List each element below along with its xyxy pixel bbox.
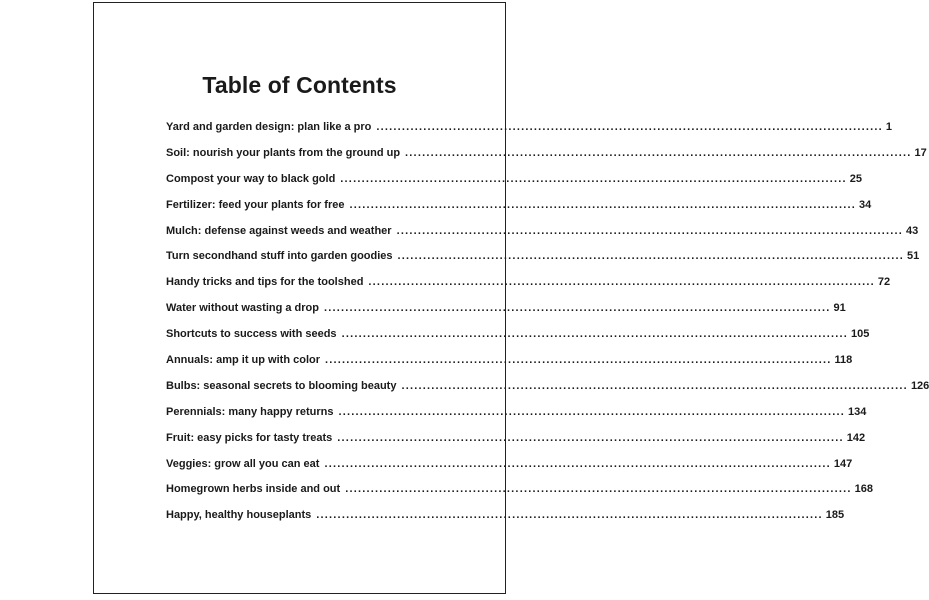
- toc-entry-title: Compost your way to black gold: [166, 172, 336, 185]
- toc-entry-title: Water without wasting a drop: [166, 302, 319, 315]
- toc-dot-leader: .......................................................................................................................: [323, 302, 831, 315]
- toc-entry-page-number: 51: [907, 250, 920, 263]
- toc-dot-leader: .......................................................................................................................: [376, 121, 883, 133]
- toc-entry-title: Turn secondhand stuff into garden goodies: [166, 250, 393, 263]
- page-title: Table of Contents: [202, 72, 397, 98]
- toc-entry-page-number: 168: [854, 483, 874, 496]
- toc-entry-page-number: 105: [851, 328, 870, 341]
- toc-entry-page-number: 17: [914, 146, 927, 159]
- toc-dot-leader: .......................................................................................................................: [340, 172, 847, 185]
- toc-entry: [166, 457, 853, 484]
- toc-entry-title: Handy tricks and tips for the toolshed: [166, 276, 364, 289]
- toc-entry: [166, 483, 874, 509]
- toc-entry-page-number: 185: [825, 509, 845, 522]
- toc-dot-leader: .......................................................................................................................: [401, 379, 908, 392]
- toc-entry: [166, 405, 867, 432]
- toc-entry-title: Homegrown herbs inside and out: [166, 483, 341, 496]
- toc-entry: [166, 276, 891, 302]
- toc-list: [166, 121, 929, 535]
- toc-entry: [166, 224, 919, 251]
- toc-entry-page-number: 91: [833, 302, 846, 315]
- toc-entry-page-number: 25: [849, 172, 863, 185]
- toc-entry: [166, 302, 846, 328]
- toc-entry-title: Annuals: amp it up with color: [166, 354, 320, 367]
- toc-dot-leader: .......................................................................................................................: [349, 198, 856, 211]
- toc-entry-page-number: 1: [885, 121, 892, 133]
- toc-entry-title: Mulch: defense against weeds and weather: [166, 224, 392, 237]
- toc-dot-leader: .......................................................................................................................: [396, 224, 904, 237]
- toc-dot-leader: .......................................................................................................................: [316, 509, 823, 522]
- toc-dot-leader: .......................................................................................................................: [325, 354, 832, 367]
- toc-entry-page-number: 134: [847, 405, 867, 418]
- toc-dot-leader: .......................................................................................................................: [345, 483, 852, 496]
- toc-dot-leader: .......................................................................................................................: [338, 405, 845, 418]
- toc-entry: [166, 121, 892, 147]
- toc-entry-title: Veggies: grow all you can eat: [166, 457, 320, 470]
- toc-entry-page-number: 72: [877, 276, 891, 289]
- toc-entry-title: Soil: nourish your plants from the ground up: [166, 146, 401, 159]
- toc-entry-page-number: 147: [833, 457, 853, 470]
- toc-dot-leader: .......................................................................................................................: [337, 431, 844, 444]
- toc-entry: [166, 198, 872, 225]
- toc-entry-title: Bulbs: seasonal secrets to blooming beauty: [166, 379, 397, 392]
- toc-entry-title: Fertilizer: feed your plants for free: [166, 198, 345, 211]
- toc-entry: [166, 328, 870, 354]
- toc-dot-leader: .......................................................................................................................: [324, 457, 831, 470]
- toc-entry-page-number: 43: [906, 224, 919, 237]
- toc-entry-page-number: 126: [910, 379, 929, 392]
- toc-entry-page-number: 118: [834, 354, 853, 367]
- toc-entry-title: Yard and garden design: plan like a pro: [166, 121, 372, 133]
- toc-entry-title: Happy, healthy houseplants: [166, 509, 312, 522]
- toc-dot-leader: .......................................................................................................................: [341, 328, 849, 341]
- toc-entry: [166, 354, 853, 380]
- toc-entry: [166, 146, 927, 173]
- toc-entry: [166, 509, 845, 535]
- toc-entry-page-number: 34: [858, 198, 872, 211]
- toc-dot-leader: .......................................................................................................................: [397, 250, 904, 263]
- toc-entry: [166, 431, 866, 458]
- document-page: [93, 2, 929, 594]
- toc-entry-title: Perennials: many happy returns: [166, 405, 334, 418]
- toc-entry-page-number: 142: [846, 431, 866, 444]
- toc-entry: [166, 250, 920, 276]
- toc-dot-leader: .......................................................................................................................: [368, 276, 875, 289]
- toc-dot-leader: .......................................................................................................................: [405, 146, 912, 159]
- toc-entry: [166, 172, 863, 199]
- toc-entry: [166, 379, 929, 406]
- toc-entry-title: Shortcuts to success with seeds: [166, 328, 337, 341]
- toc-entry-title: Fruit: easy picks for tasty treats: [166, 431, 333, 444]
